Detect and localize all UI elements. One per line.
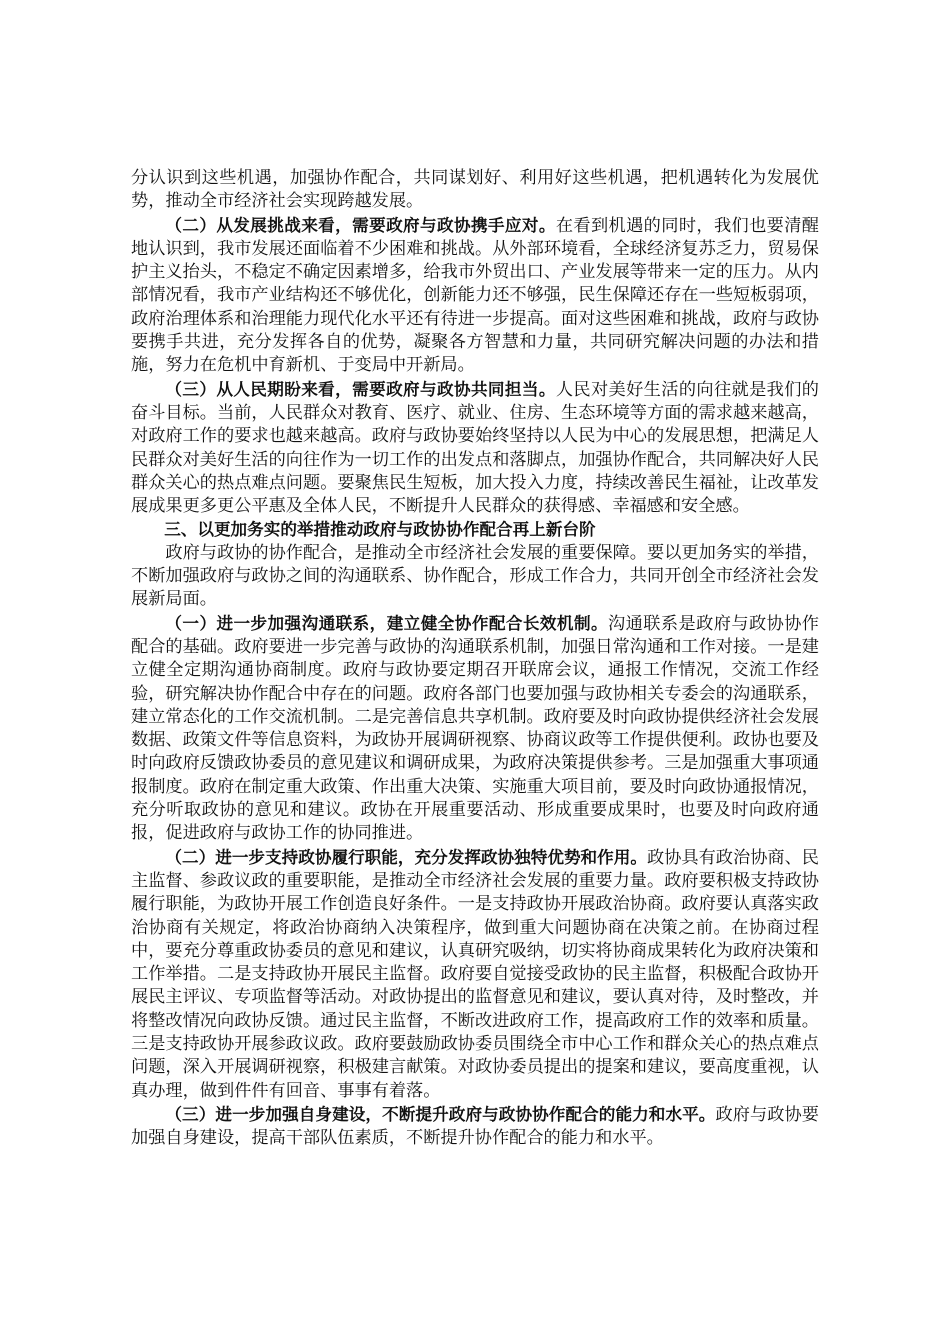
- paragraph-text: 政协具有政治协商、民主监督、参政议政的重要职能，是推动全市经济社会发展的重要力量。政府要积极支持政协履行职能，为政协开展工作创造良好条件。一是支持政协开展政治协商。政府要认真落实政治协商有关规定，将政治协商纳入决策程序，做到重大问题协商在决策之前。在协商过程中，要充分尊重政协委员的意见和建议，认真研究吸纳，切实将协商成果转化为政府决策和工作举措。二是支持政协开展民主监督。政府要自觉接受政协的民主监督，积极配合政协开展民主评议、专项监督等活动。对政协提出的监督意见和建议，要认真对待，及时整改，并将整改情况向政协反馈。通过民主监督，不断改进政府工作，提高政府工作的效率和质量。三是支持政协开展参政议政。政府要鼓励政协委员围绕全市中心工作和群众关心的热点难点问题，深入开展调研视察，积极建言献策。对政协委员提出的提案和建议，要高度重视，认真办理，做到件件有回音、事事有着落。: [131, 847, 819, 1101]
- paragraph-lead: （二）进一步支持政协履行职能，充分发挥政协独特优势和作用。: [165, 847, 647, 867]
- paragraph-text: 沟通联系是政府与政协协作配合的基础。政府要进一步完善与政协的沟通联系机制，加强日常沟通和工作对接。一是建立健全定期沟通协商制度。政府与政协要定期召开联席会议，通报工作情况，交流工作经验，研究解决协作配合中存在的问题。政府各部门也要加强与政协相关专委会的沟通联系，建立常态化的工作交流机制。二是完善信息共享机制。政府要及时向政协提供经济社会发展数据、政策文件等信息资料，为政协开展调研视察、协商议政等工作提供便利。政协也要及时向政府反馈政协委员的意见建议和调研成果，为政府决策提供参考。三是加强重大事项通报制度。政府在制定重大政策、作出重大决策、实施重大项目前，要及时向政协通报情况，充分听取政协的意见和建议。政协在开展重要活动、形成重要成果时，也要及时向政府通报，促进政府与政协工作的协同推进。: [131, 613, 819, 844]
- paragraph-lead: （二）从发展挑战来看，需要政府与政协携手应对。: [165, 215, 556, 235]
- paragraph-lead: （三）进一步加强自身建设，不断提升政府与政协协作配合的能力和水平。: [165, 1104, 716, 1124]
- paragraph-challenges: [131, 214, 819, 378]
- paragraph-support-functions: [131, 846, 819, 1103]
- paragraph-text: 政府与政协要加强自身建设，提高干部队伍素质，不断提升协作配合的能力和水平。: [131, 1104, 819, 1149]
- paragraph-section-intro: [131, 542, 819, 612]
- paragraph-text: 人民对美好生活的向往就是我们的奋斗目标。当前，人民群众对教育、医疗、就业、住房、生态环境等方面的需求越来越高，对政府工作的要求也越来越高。政府与政协要始终坚持以人民为中心的发展思想，把满足人民群众对美好生活的向往作为一切工作的出发点和落脚点，加强协作配合，共同解决好人民群众关心的热点难点问题。要聚焦民生短板，加大投入力度，持续改善民生福祉，让改革发展成果更多更公平惠及全体人民，不断提升人民群众的获得感、幸福感和安全感。: [131, 379, 819, 517]
- paragraph-communication-mechanism: [131, 612, 819, 846]
- section-heading-three: 三、以更加务实的举措推动政府与政协协作配合再上新台阶: [164, 520, 596, 540]
- paragraph-people-expectations: [131, 378, 819, 519]
- paragraph-text: 分认识到这些机遇，加强协作配合，共同谋划好、利用好这些机遇，把机遇转化为发展优势，推动全市经济社会实现跨越发展。: [131, 168, 819, 212]
- paragraph-opportunity-conclusion: [131, 167, 819, 214]
- paragraph-lead: （一）进一步加强沟通联系，建立健全协作配合长效机制。: [165, 613, 609, 633]
- document-page: [131, 167, 819, 1150]
- paragraph-lead: （三）从人民期盼来看，需要政府与政协共同担当。: [165, 379, 556, 399]
- paragraph-text: 政府与政协的协作配合，是推动全市经济社会发展的重要保障。要以更加务实的举措，不断加强政府与政协之间的沟通联系、协作配合，形成工作合力，共同开创全市经济社会发展新局面。: [131, 542, 819, 610]
- paragraph-text: 在看到机遇的同时，我们也要清醒地认识到，我市发展还面临着不少困难和挑战。从外部环境看，全球经济复苏乏力，贸易保护主义抬头，不稳定不确定因素增多，给我市外贸出口、产业发展等带来一定的压力。从内部情况看，我市产业结构还不够优化，创新能力还不够强，民生保障还存在一些短板弱项，政府治理体系和治理能力现代化水平还有待进一步提高。面对这些困难和挑战，政府与政协要携手共进，充分发挥各自的优势，凝聚各方智慧和力量，共同研究解决问题的办法和措施，努力在危机中育新机、于变局中开新局。: [131, 215, 819, 376]
- paragraph-self-building: [131, 1103, 819, 1151]
